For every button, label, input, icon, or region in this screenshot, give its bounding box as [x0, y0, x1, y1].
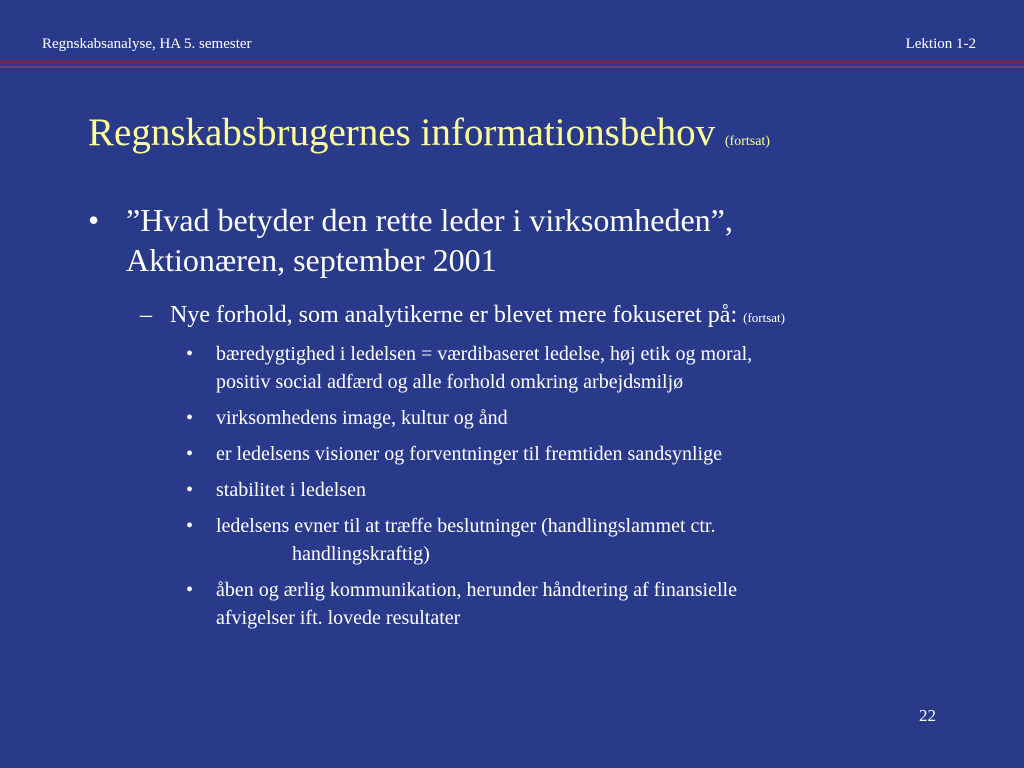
level2-text-wrap — [170, 300, 960, 333]
list-item — [186, 576, 926, 632]
level1-bullet-item — [88, 200, 948, 280]
list-item-line2: positiv social adfærd og alle forhold omkring arbejdsmiljø — [216, 371, 684, 393]
list-item-line1: stabilitet i ledelsen — [216, 479, 366, 501]
header-divider — [0, 60, 1024, 64]
bullet-icon: • — [88, 202, 100, 238]
bullet-icon: • — [186, 343, 194, 365]
list-item-line2: afvigelser ift. lovede resultater — [216, 607, 461, 629]
bullet-icon: • — [186, 579, 194, 601]
list-item-line1: er ledelsens visioner og forventninger til fremtiden sandsynlige — [216, 443, 722, 465]
level1-line1: ”Hvad betyder den rette leder i virksomheden”, — [126, 202, 733, 238]
slide-title — [88, 110, 770, 155]
level3-list — [186, 340, 926, 640]
list-item — [186, 476, 926, 504]
list-item-line1: ledelsens evner til at træffe beslutninger (handlingslammet ctr. — [216, 515, 716, 537]
list-item-line1: virksomhedens image, kultur og ånd — [216, 407, 508, 429]
list-item — [186, 512, 926, 568]
page-number: 22 — [919, 706, 936, 725]
list-item-line1: bæredygtighed i ledelsen = værdibaseret ledelse, høj etik og moral, — [216, 343, 753, 365]
header-lecture: Lektion 1-2 — [905, 36, 976, 52]
bullet-icon: • — [186, 479, 194, 501]
dash-icon: – — [140, 302, 152, 328]
list-item-line1: åben og ærlig kommunikation, herunder håndtering af finansielle — [216, 579, 737, 601]
bullet-icon: • — [186, 443, 194, 465]
list-item — [186, 404, 926, 432]
level2-suffix: (fortsat) — [743, 310, 785, 325]
list-item — [186, 340, 926, 396]
list-item — [186, 440, 926, 468]
level2-text: Nye forhold, som analytikerne er blevet mere fokuseret på: — [170, 302, 738, 328]
list-item-line2: handlingskraftig) — [292, 543, 430, 565]
bullet-icon: • — [186, 515, 194, 537]
header-course: Regnskabsanalyse, HA 5. semester — [42, 36, 252, 52]
slide-title-main: Regnskabsbrugernes informationsbehov — [88, 111, 716, 154]
slide-title-suffix: (fortsat) — [724, 134, 770, 149]
level1-line2: Aktionæren, september 2001 — [126, 242, 497, 278]
level2-dash-item — [140, 300, 960, 333]
bullet-icon: • — [186, 407, 194, 429]
header-divider-thin — [0, 66, 1024, 68]
